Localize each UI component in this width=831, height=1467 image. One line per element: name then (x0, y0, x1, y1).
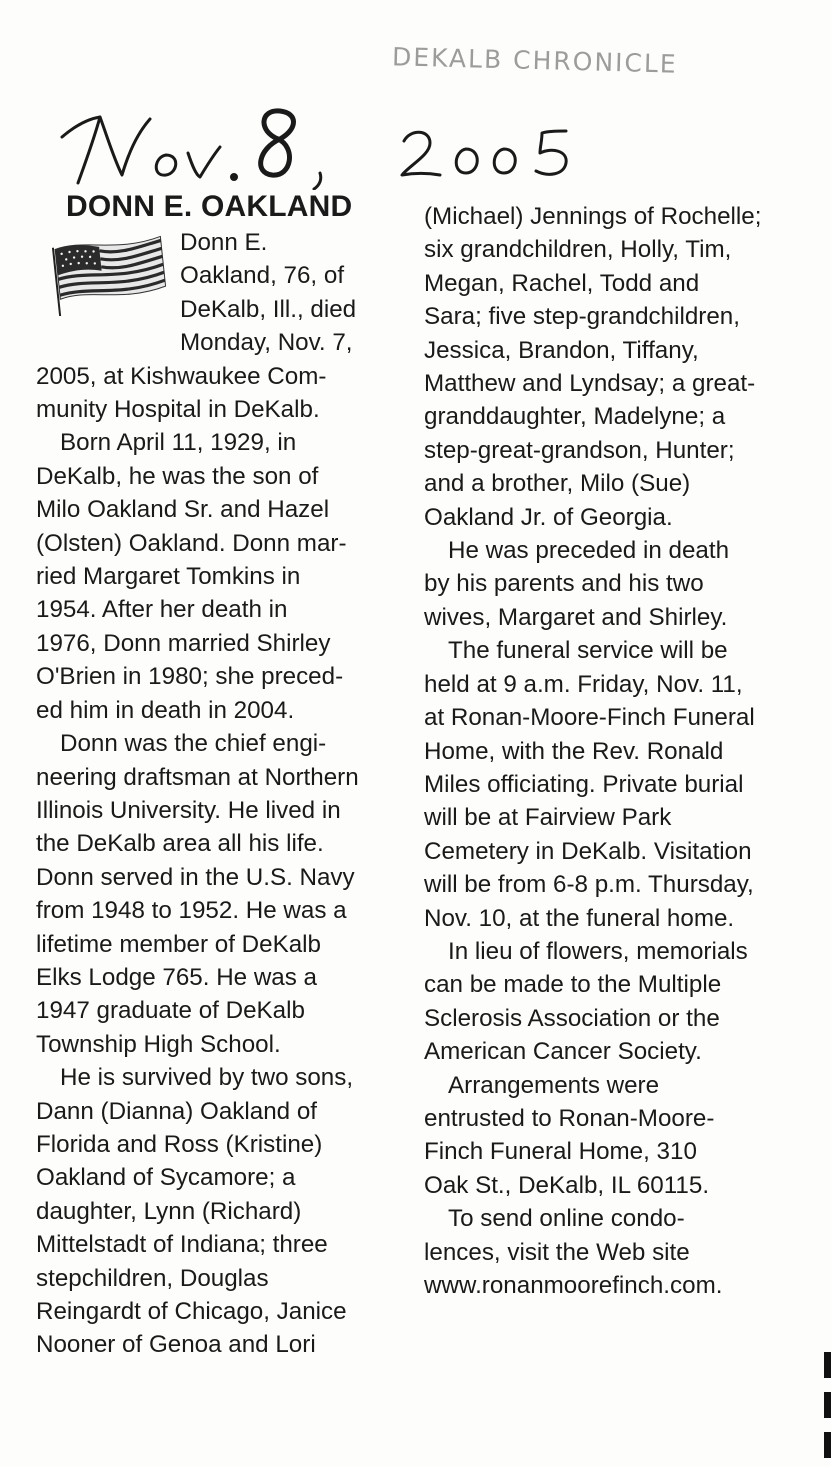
paragraph-online-condolences (424, 1202, 824, 1302)
text-line: Dann (Dianna) Oakland of (36, 1097, 318, 1125)
text-line: 1954. After her death in (36, 596, 288, 624)
text-line: step-great-grandson, Hunter; (424, 436, 735, 464)
text-line: He was preceded in death (448, 537, 730, 565)
handwritten-date (58, 95, 578, 190)
text-line: lences, visit the Web site (424, 1238, 690, 1266)
scan-edge-mark (824, 1432, 831, 1458)
text-line: the DeKalb area all his life. (36, 830, 324, 858)
newspaper-name-stamp: DEKALB CHRONICLE (391, 42, 679, 79)
text-line: Oakland of Sycamore; a (36, 1164, 296, 1192)
text-line: Township High School. (36, 1030, 281, 1058)
text-line: will be from 6-8 p.m. Thursday, (424, 871, 754, 899)
text-line: held at 9 a.m. Friday, Nov. 11, (424, 670, 743, 698)
text-line: stepchildren, Douglas (36, 1264, 269, 1292)
paragraph-career (36, 727, 406, 1061)
text-line: can be made to the Multiple (424, 971, 722, 999)
text-line: munity Hospital in DeKalb. (36, 396, 320, 424)
text-line: 1947 graduate of DeKalb (36, 997, 305, 1025)
text-line: Illinois University. He lived in (36, 796, 341, 824)
text-line: Sclerosis Association or the (424, 1004, 720, 1032)
text-line: Jessica, Brandon, Tiffany, (424, 336, 699, 364)
text-line: In lieu of flowers, memorials (448, 937, 748, 965)
text-line: Miles officiating. Private burial (424, 770, 744, 798)
paragraph-funeral-service (424, 634, 824, 935)
paragraph-arrangements (424, 1069, 824, 1203)
text-line: DeKalb, he was the son of (36, 462, 319, 490)
text-line: He is survived by two sons, (60, 1064, 354, 1092)
text-line: Florida and Ross (Kristine) (36, 1130, 323, 1158)
text-line: Oakland, 76, of (180, 262, 345, 290)
text-line: Mittelstadt of Indiana; three (36, 1231, 328, 1259)
text-line: Elks Lodge 765. He was a (36, 963, 318, 991)
text-line: Nooner of Genoa and Lori (36, 1331, 316, 1359)
text-line: Reingardt of Chicago, Janice (36, 1298, 347, 1325)
right-column (424, 200, 824, 1302)
text-line: Megan, Rachel, Todd and (424, 269, 700, 297)
paragraph-survivors-continued (424, 200, 824, 534)
text-line: six grandchildren, Holly, Tim, (424, 236, 732, 264)
text-line: Matthew and Lyndsay; a great- (424, 370, 756, 398)
text-line: by his parents and his two (424, 570, 704, 598)
text-line: (Michael) Jennings of Rochelle; (424, 203, 762, 230)
text-line: Milo Oakland Sr. and Hazel (36, 496, 330, 524)
text-line: 2005, at Kishwaukee Com- (36, 362, 327, 390)
paragraph-birth-marriage (36, 426, 406, 727)
text-line: granddaughter, Madelyne; a (424, 403, 726, 431)
text-line: Oak St., DeKalb, IL 60115. (424, 1171, 710, 1199)
left-column (36, 226, 406, 1362)
text-line: Nov. 10, at the funeral home. (424, 904, 735, 932)
text-line: wives, Margaret and Shirley. (424, 603, 728, 631)
text-line: ed him in death in 2004. (36, 696, 295, 724)
text-line: Donn E. (180, 229, 268, 256)
paragraph-survivors (36, 1061, 406, 1362)
text-line: and a brother, Milo (Sue) (424, 470, 691, 498)
obituary-headline: DONN E. OAKLAND (66, 190, 353, 223)
paragraph-preceded-in-death (424, 534, 824, 634)
text-line: entrusted to Ronan-Moore- (424, 1104, 715, 1132)
text-line: Donn served in the U.S. Navy (36, 863, 355, 891)
text-line: lifetime member of DeKalb (36, 930, 321, 958)
text-line: will be at Fairview Park (424, 804, 672, 832)
paragraph-memorials (424, 935, 824, 1069)
text-line: Oakland Jr. of Georgia. (424, 503, 673, 531)
text-line: Home, with the Rev. Ronald (424, 737, 724, 765)
text-line: neering draftsman at Northern (36, 763, 359, 791)
text-line: American Cancer Society. (424, 1038, 702, 1066)
text-line: Finch Funeral Home, 310 (424, 1138, 697, 1166)
text-line: Arrangements were (448, 1071, 660, 1099)
text-line: ried Margaret Tomkins in (36, 563, 301, 591)
text-line: daughter, Lynn (Richard) (36, 1197, 302, 1225)
text-line: from 1948 to 1952. He was a (36, 897, 347, 925)
text-line: DeKalb, Ill., died (180, 295, 357, 323)
text-line: (Olsten) Oakland. Donn mar- (36, 529, 347, 557)
text-line: Sara; five step-grandchildren, (424, 303, 740, 331)
text-line: at Ronan-Moore-Finch Funeral (424, 704, 755, 732)
text-line: 1976, Donn married Shirley (36, 629, 331, 657)
scan-edge-mark (824, 1352, 831, 1378)
text-line: Monday, Nov. 7, (180, 329, 353, 357)
text-line: To send online condo- (448, 1205, 685, 1233)
text-line: Cemetery in DeKalb. Visitation (424, 837, 752, 865)
text-line: Born April 11, 1929, in (60, 429, 297, 457)
text-line: www.ronanmoorefinch.com. (424, 1272, 723, 1299)
paragraph-death-notice (36, 226, 406, 426)
scan-edge-mark (824, 1392, 831, 1418)
text-line: O'Brien in 1980; she preced- (36, 663, 344, 691)
text-line: Donn was the chief engi- (60, 730, 327, 758)
text-line: The funeral service will be (448, 637, 728, 665)
